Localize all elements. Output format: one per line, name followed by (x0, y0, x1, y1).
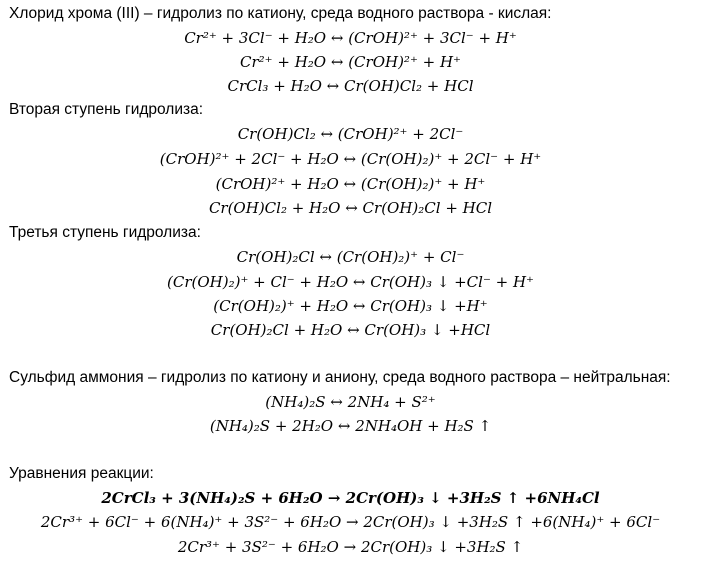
equation-line: (CrOH)²⁺ + H₂O ↔ (Cr(OH)₂)⁺ + H⁺ (215, 175, 486, 193)
equation-line: 2Cr³⁺ + 6Cl⁻ + 6(NH₄)⁺ + 3S²⁻ + 6H₂O → 2Cr(OH)₃ ↓ +3H₂S ↑ +6(NH₄)⁺ + 6Cl⁻ (40, 513, 661, 531)
equation-line: Cr(OH)₂Cl + H₂O ↔ Cr(OH)₃ ↓ +HCl (210, 321, 491, 339)
equation-line: Cr(OH)Cl₂ ↔ (CrOH)²⁺ + 2Cl⁻ (237, 125, 464, 143)
section-heading-chromium-chloride: Хлорид хрома (III) – гидролиз по катиону, среда водного раствора - кислая: (9, 5, 552, 22)
equation-line: 2Cr³⁺ + 3S²⁻ + 6H₂O → 2Cr(OH)₃ ↓ +3H₂S ↑ (177, 538, 524, 556)
section-heading-third-step: Третья ступень гидролиза: (9, 224, 201, 241)
equation-line: Cr²⁺ + H₂O ↔ (CrOH)²⁺ + H⁺ (240, 53, 461, 71)
equation-line: (NH₄)₂S + 2H₂O ↔ 2NH₄OH + H₂S ↑ (209, 417, 492, 435)
equation-line: Cr(OH)₂Cl ↔ (Cr(OH)₂)⁺ + Cl⁻ (236, 248, 465, 266)
section-heading-ammonium-sulfide: Сульфид аммония – гидролиз по катиону и аниону, среда водного раствора – нейтральная: (9, 369, 671, 386)
equation-line: Cr²⁺ + 3Cl⁻ + H₂O ↔ (CrOH)²⁺ + 3Cl⁻ + H⁺ (184, 29, 517, 47)
section-heading-reaction: Уравнения реакции: (9, 465, 154, 482)
equation-line-summary: 2CrCl₃ + 3(NH₄)₂S + 6H₂O → 2Cr(OH)₃ ↓ +3H₂S ↑ +6NH₄Cl (101, 489, 600, 507)
equation-line: (CrOH)²⁺ + 2Cl⁻ + H₂O ↔ (Cr(OH)₂)⁺ + 2Cl⁻ + H⁺ (159, 150, 542, 168)
equation-line: Cr(OH)Cl₂ + H₂O ↔ Cr(OH)₂Cl + HCl (208, 199, 493, 217)
equation-line: CrCl₃ + H₂O ↔ Cr(OH)Cl₂ + HCl (227, 77, 474, 95)
equation-line: (Cr(OH)₂)⁺ + Cl⁻ + H₂O ↔ Cr(OH)₃ ↓ +Cl⁻ + H⁺ (167, 273, 534, 291)
equation-line: (Cr(OH)₂)⁺ + H₂O ↔ Cr(OH)₃ ↓ +H⁺ (213, 297, 488, 315)
equation-line: (NH₄)₂S ↔ 2NH₄ + S²⁺ (265, 393, 436, 411)
section-heading-second-step: Вторая ступень гидролиза: (9, 101, 204, 118)
